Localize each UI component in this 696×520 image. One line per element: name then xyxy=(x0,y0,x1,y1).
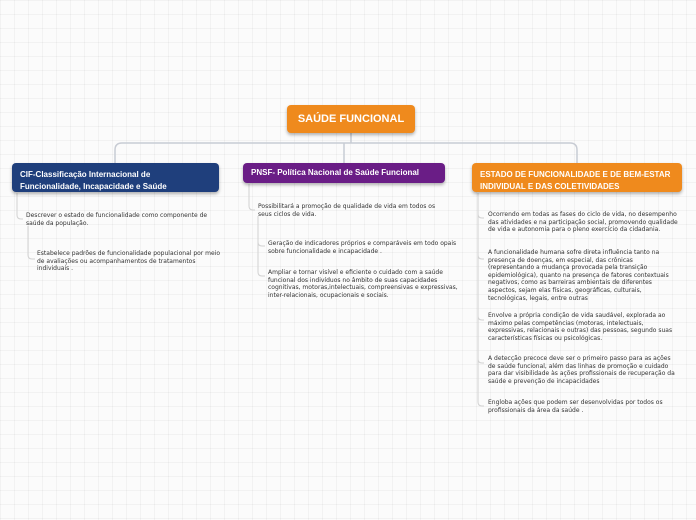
topic-cif[interactable]: CIF-Classificação Internacional de Funcionalidade, Incapacidade e Saúde xyxy=(12,163,219,192)
subtopic-pnsf-1[interactable]: Possibilitará a promoção de qualidade de vida em todos os seus ciclos de vida. xyxy=(258,203,436,218)
subtopic-estado-2[interactable]: A funcionalidade humana sofre direta influência tanto na presença de doenças, em especial, das crônicas (representando a mudança provocada pela transição epidemiológica), quanto na presença de fatores contextuais negativos, como as barreiras ambientais de diferentes aspectos, sejam elas físicas, geográficas, culturais, tecnológicas, legais, entre outras xyxy=(488,249,669,302)
subtopic-pnsf-3[interactable]: Ampliar e tornar visível e eficiente o cuidado com a saúde funcional dos indivíduos no âmbito de suas capacidades cognitivas, motoras,intelectuais, compreensivas e expressivas, inter-relacionais, ocupacionais e sociais. xyxy=(268,269,458,299)
connector-estado-leaves xyxy=(478,193,484,406)
subtopic-pnsf-2[interactable]: Geração de indicadores próprios e comparáveis em todo opais sobre funcionalidade e incapacidade . xyxy=(268,240,457,255)
subtopic-estado-3[interactable]: Envolve a própria condição de vida saudável, explorada ao máximo pelas competências (motoras, intelectuais, expressivas, relacionais e outras) das pessoas, segundo suas características físicas ou psicológicas. xyxy=(488,312,673,342)
subtopic-estado-5[interactable]: Engloba ações que podem ser desenvolvidas por todos os profissionais da área da saúde . xyxy=(488,399,663,414)
subtopic-estado-4[interactable]: A detecção precoce deve ser o primeiro passo para as ações de saúde funcional, além das linhas de promoção e cuidado para dar visibilidade às ações profissionais de recuperação da saúde e prevenção de incapacidades xyxy=(488,355,675,385)
subtopic-cif-1[interactable]: Descrever o estado de funcionalidade como componente de saúde da população. xyxy=(26,212,208,227)
connector-pnsf-leaves xyxy=(249,184,265,276)
topic-pnsf[interactable]: PNSF- Política Nacional de Saúde Funcional xyxy=(243,163,445,183)
subtopic-cif-2[interactable]: Estabelece padrões de funcionalidade populacional por meio de avaliações ou acompanhamentos de tratamentos individuais . xyxy=(37,250,221,273)
topic-estado-funcionalidade[interactable]: ESTADO DE FUNCIONALIDADE E DE BEM-ESTAR INDIVIDUAL E DAS COLETIVIDADES xyxy=(472,163,682,192)
connector-root-branches xyxy=(115,133,577,163)
subtopic-estado-1[interactable]: Ocorrendo em todas as fases do ciclo de vida, no desempenho das atividades e na participação social, promovendo qualidade de vida e autonomia para o pleno exercício da cidadania. xyxy=(488,211,678,234)
root-topic[interactable]: SAÚDE FUNCIONAL xyxy=(287,105,415,133)
